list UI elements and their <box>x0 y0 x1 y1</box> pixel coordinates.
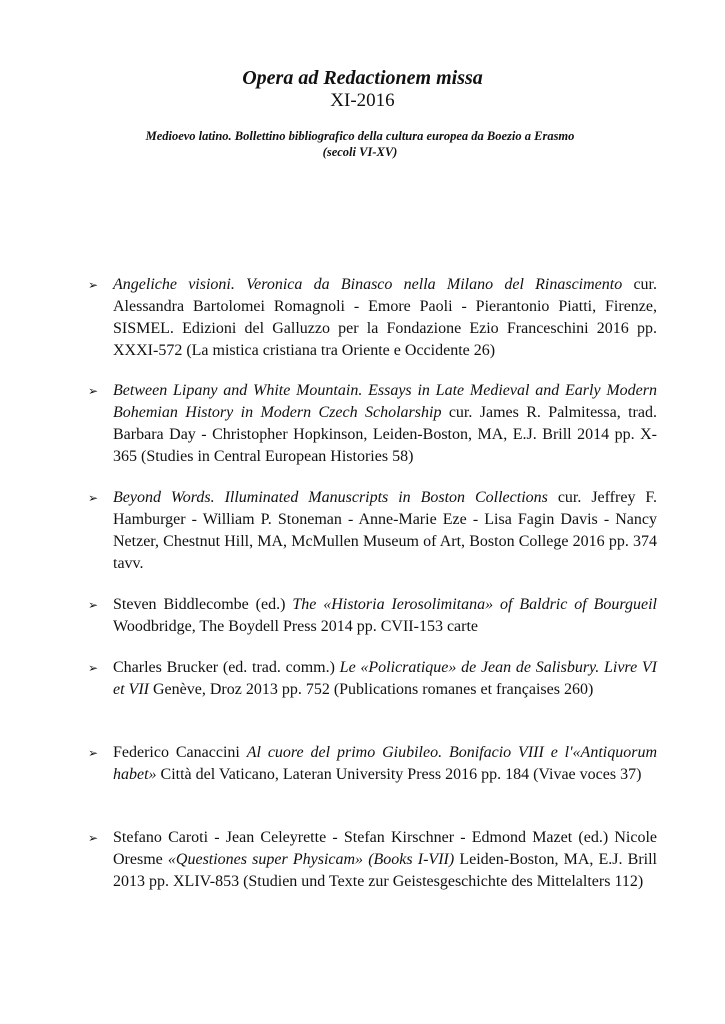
entry-author: Charles Brucker (ed. trad. comm.) <box>113 659 340 676</box>
entry-title: Le «Policratique» de Jean de Salisbury. Livre VI et VII <box>113 659 658 698</box>
entry-author: Federico Canaccini <box>113 744 247 761</box>
entry-title: Al cuore del primo Giubileo. Bonifacio VIII e l'«Antiquorum habet» <box>113 744 657 783</box>
entry-title: Beyond Words. Illuminated Manuscripts in Boston Collections <box>113 489 548 506</box>
bibliography-entry <box>88 274 658 362</box>
entry-details: Genève, Droz 2013 pp. 752 (Publications romanes et françaises 260) <box>148 681 594 698</box>
entry-details: cur. Alessandra Bartolomei Romagnoli - Emore Paoli - Pierantonio Piatti, Firenze, SISMEL. Edizioni del Galluzzo per la Fondazione Ezio Franceschini 2016 pp. XXXI-572 (La mistica cristiana tra Oriente e Occidente 26) <box>113 276 658 359</box>
bibliography-entry <box>88 594 657 638</box>
bibliography-entry <box>88 742 657 786</box>
entry-details: cur. Jeffrey F. Hamburger - William P. Stoneman - Anne-Marie Eze - Lisa Fagin Davis - Nancy Netzer, Chestnut Hill, MA, McMullen Museum of Art, Boston College 2016 pp. 374 tavv. <box>113 489 658 572</box>
journal-subtitle <box>80 128 640 160</box>
arrow-bullet-icon: ➢ <box>88 278 99 292</box>
entry-title: Between Lipany and White Mountain. Essays in Late Medieval and Early Modern Bohemian History in Modern Czech Scholarship <box>113 382 657 421</box>
arrow-bullet-icon: ➢ <box>88 831 99 845</box>
arrow-bullet-icon: ➢ <box>88 491 99 505</box>
entry-details: Città del Vaticano, Lateran University Press 2016 pp. 184 (Vivae voces 37) <box>156 766 642 783</box>
document-date: XI-2016 <box>330 90 395 111</box>
arrow-bullet-icon: ➢ <box>88 661 99 675</box>
entry-title: Angeliche visioni. Veronica da Binasco nella Milano del Rinascimento <box>113 276 623 293</box>
document-title: Opera ad Redactionem missa <box>242 67 483 89</box>
bibliography-entry <box>88 657 658 701</box>
entry-details: Woodbridge, The Boydell Press 2014 pp. CVII-153 carte <box>113 618 479 635</box>
entry-title: «Questiones super Physicam» (Books I-VII) <box>167 851 455 868</box>
entry-details: Leiden-Boston, MA, E.J. Brill 2013 pp. XLIV-853 (Studien und Texte zur Geistesgeschichte des Mittelalters 112) <box>113 851 657 890</box>
bibliography-entry <box>88 380 657 468</box>
journal-subtitle-line1: Medioevo latino. Bollettino bibliografico della cultura europea da Boezio a Erasmo <box>145 129 575 143</box>
entry-title: The «Historia Ierosolimitana» of Baldric of Bourgueil <box>292 596 657 613</box>
bibliography-entry <box>88 827 657 893</box>
arrow-bullet-icon: ➢ <box>88 746 99 760</box>
arrow-bullet-icon: ➢ <box>88 598 99 612</box>
entry-details: cur. James R. Palmitessa, trad. Barbara Day - Christopher Hopkinson, Leiden-Boston, MA, E.J. Brill 2014 pp. X-365 (Studies in Central European Histories 58) <box>113 404 657 465</box>
entry-author: Steven Biddlecombe (ed.) <box>113 596 293 613</box>
bibliography-entry <box>88 487 658 575</box>
entry-author: Stefano Caroti - Jean Celeyrette - Stefan Kirschner - Edmond Mazet (ed.) Nicole Oresme <box>113 829 657 868</box>
journal-subtitle-line2: (secoli VI-XV) <box>322 145 398 159</box>
arrow-bullet-icon: ➢ <box>88 384 99 398</box>
